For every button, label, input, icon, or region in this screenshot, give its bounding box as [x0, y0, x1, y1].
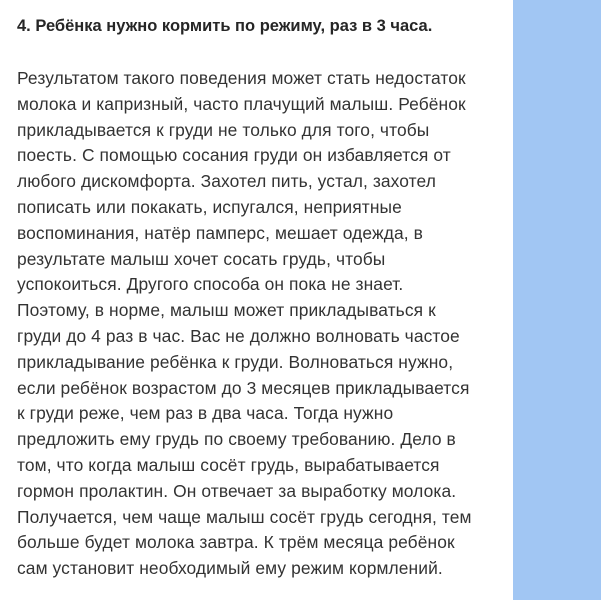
paragraph-line: если ребёнок возрастом до 3 месяцев прикладывается — [17, 377, 470, 398]
paragraph-line: к груди реже, чем раз в два часа. Тогда нужно — [17, 403, 394, 424]
paragraph-line: том, что когда малыш сосёт грудь, вырабатывается — [17, 454, 440, 475]
paragraph-line: прикладывается к груди не только для того, чтобы — [17, 119, 430, 140]
paragraph-line: молока и капризный, часто плачущий малыш. Ребёнок — [17, 93, 466, 114]
paragraph-line: Поэтому, в норме, малыш может прикладываться к — [17, 300, 436, 321]
paragraph-line: любого дискомфорта. Захотел пить, устал, захотел — [17, 171, 436, 192]
side-panel — [513, 0, 601, 600]
paragraph-line: воспоминания, натёр памперс, мешает одежда, в — [17, 222, 423, 243]
section-heading: 4. Ребёнка нужно кормить по режиму, раз в 3 часа. — [17, 17, 433, 35]
paragraph-line: гормон пролактин. Он отвечает за выработку молока. — [17, 480, 457, 501]
article-paragraph — [17, 66, 472, 582]
paragraph-line: поесть. С помощью сосания груди он избавляется от — [17, 145, 451, 166]
paragraph-line: прикладывание ребёнка к груди. Волноваться нужно, — [17, 351, 454, 372]
paragraph-line: предложить ему грудь по своему требованию. Дело в — [17, 429, 456, 450]
paragraph-line: груди до 4 раз в час. Вас не должно волновать частое — [17, 325, 460, 346]
paragraph-line: Результатом такого поведения может стать недостаток — [17, 68, 466, 88]
paragraph-line: успокоиться. Другого способа он пока не знает. — [17, 274, 404, 295]
paragraph-line: пописать или покакать, испугался, неприятные — [17, 196, 402, 217]
paragraph-line: результате малыш хочет сосать грудь, чтобы — [17, 248, 386, 269]
paragraph-line: Получается, чем чаще малыш сосёт грудь сегодня, тем — [17, 506, 472, 527]
paragraph-line: сам установит необходимый ему режим кормлений. — [17, 558, 443, 579]
paragraph-line: больше будет молока завтра. К трём месяца ребёнок — [17, 532, 455, 553]
